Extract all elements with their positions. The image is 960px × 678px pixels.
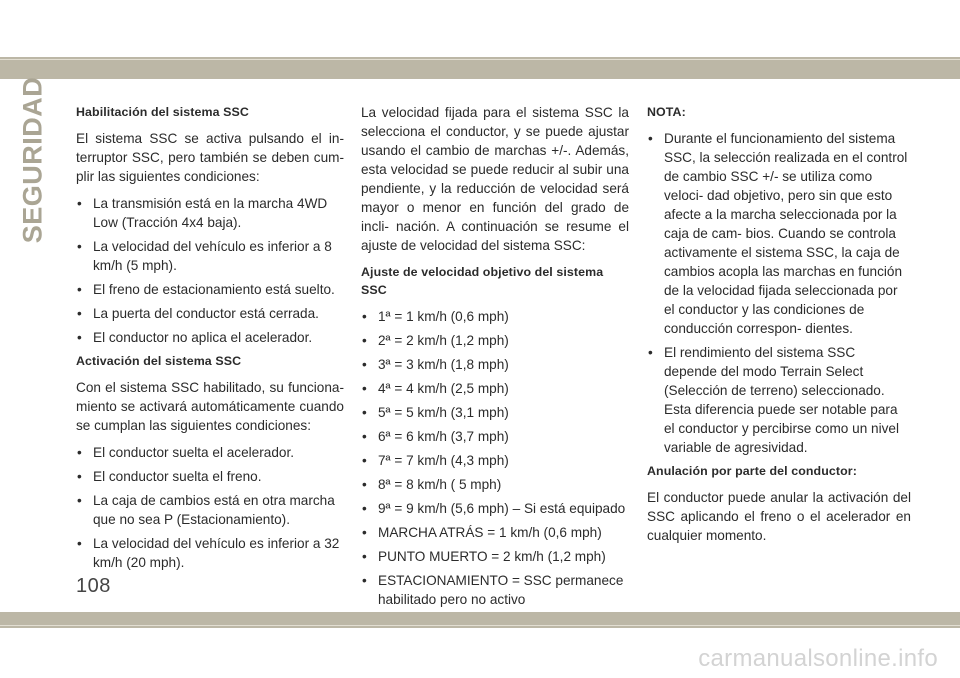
list-item: • La caja de cambios está en otra marcha que no sea P (Estacionamiento). [76, 491, 344, 529]
heading-ssc-activation: Activación del sistema SSC [76, 354, 242, 368]
list-item: • El rendimiento del sistema SSC depende del modo Terrain Select (Selección de terreno) seleccionado. Esta diferencia puede ser notable para el conductor y percibirse como un nivel variable de agresividad. [647, 343, 911, 457]
list-item: • 4ª = 4 km/h (2,5 mph) [361, 379, 629, 398]
heading-target-speed: Ajuste de velocidad objetivo del sistema SSC [361, 265, 604, 297]
footer-band [0, 612, 960, 628]
list-item: • MARCHA ATRÁS = 1 km/h (0,6 mph) [361, 523, 629, 542]
text-column-3 [647, 103, 911, 553]
section-tab [16, 76, 50, 244]
list-item: • El freno de estacionamiento está suelto. [76, 280, 344, 299]
note-list [647, 129, 911, 457]
conditions-list [76, 194, 344, 347]
list-item: • 6ª = 6 km/h (3,7 mph) [361, 427, 629, 446]
list-item: • 7ª = 7 km/h (4,3 mph) [361, 451, 629, 470]
paragraph: Con el sistema SSC habilitado, su funciona- miento se activará automáticamente cuando se cumplan las siguientes condiciones: [76, 380, 344, 433]
text-column-2 [361, 103, 629, 614]
paragraph: La velocidad fijada para el sistema SSC la selecciona el conductor, y se puede ajustar usando el cambio de marchas +/-. Además, esta velocidad se puede reducir al subir una pendiente, y la reducción de velocidad será mayor o menor en función del grado de incli- nación. A continuación se resume el ajuste de velocidad del sistema SSC: [361, 105, 629, 253]
list-item: • Durante el funcionamiento del sistema SSC, la selección realizada en el control de cambio SSC +/- se utiliza como veloci- dad objetivo, pero sin que esto afecte a la marcha seleccionada por la caja de cam- bios. Cuando se controla activamente el sistema SSC, la caja de cambios acopla las marchas en función de la velocidad fijada seleccionada por el conductor y las condiciones de conducción correspon- dientes. [647, 129, 911, 338]
list-item: • 8ª = 8 km/h ( 5 mph) [361, 475, 629, 494]
speed-list [361, 307, 629, 609]
list-item: • El conductor suelta el freno. [76, 467, 344, 486]
list-item: • La transmisión está en la marcha 4WD Low (Tracción 4x4 baja). [76, 194, 344, 232]
text-column-1 [76, 103, 344, 577]
section-tab-label: SEGURIDAD [17, 76, 48, 244]
heading-note: NOTA: [647, 105, 686, 119]
page-number: 108 [76, 575, 111, 597]
list-item: • ESTACIONAMIENTO = SSC permanece habilitado pero no activo [361, 571, 629, 609]
list-item: • 9ª = 9 km/h (5,6 mph) – Si está equipado [361, 499, 629, 518]
list-item: • El conductor no aplica el acelerador. [76, 328, 344, 347]
list-item: • 2ª = 2 km/h (1,2 mph) [361, 331, 629, 350]
activation-list [76, 443, 344, 572]
list-item: • 5ª = 5 km/h (3,1 mph) [361, 403, 629, 422]
list-item: • PUNTO MUERTO = 2 km/h (1,2 mph) [361, 547, 629, 566]
list-item: • La puerta del conductor está cerrada. [76, 304, 344, 323]
paragraph: El conductor puede anular la activación del SSC aplicando el freno o el acelerador en cualquier momento. [647, 490, 911, 543]
list-item: • El conductor suelta el acelerador. [76, 443, 344, 462]
list-item: • 3ª = 3 km/h (1,8 mph) [361, 355, 629, 374]
list-item: • 1ª = 1 km/h (0,6 mph) [361, 307, 629, 326]
header-band [0, 57, 960, 79]
list-item: • La velocidad del vehículo es inferior a 8 km/h (5 mph). [76, 237, 344, 275]
list-item: • La velocidad del vehículo es inferior a 32 km/h (20 mph). [76, 534, 344, 572]
watermark: carmanualsonline.info [698, 645, 938, 672]
heading-driver-override: Anulación por parte del conductor: [647, 464, 857, 478]
paragraph: El sistema SSC se activa pulsando el in- terruptor SSC, pero también se deben cum- plir las siguientes condiciones: [76, 131, 344, 184]
heading-ssc-enable: Habilitación del sistema SSC [76, 105, 249, 119]
